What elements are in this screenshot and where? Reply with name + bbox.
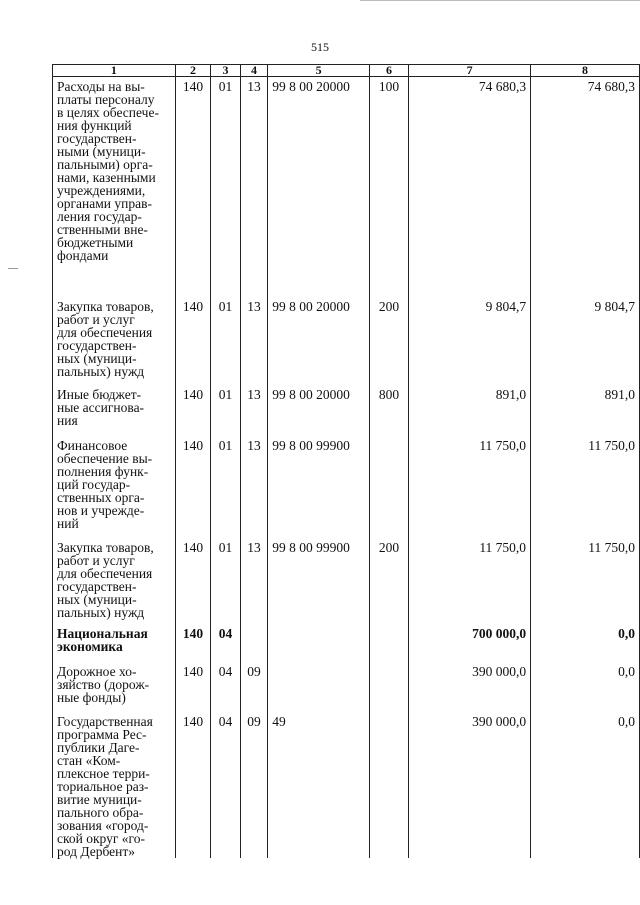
table-cell-c7: 390 000,0 <box>409 662 531 712</box>
table-cell-c4 <box>240 624 268 662</box>
table-cell-c2: 140 <box>175 712 211 858</box>
table-cell-c4: 13 <box>240 436 268 538</box>
table-cell-c5: 99 8 00 99900 <box>268 538 370 624</box>
table-cell-c4: 13 <box>240 77 268 297</box>
table-cell-c6: 100 <box>369 77 408 297</box>
table-cell-c7: 390 000,0 <box>409 712 531 858</box>
table-cell-c3: 01 <box>211 436 240 538</box>
table-cell-c8: 891,0 <box>531 385 640 436</box>
scan-edge-line <box>360 0 640 1</box>
table-cell-c6: 200 <box>369 538 408 624</box>
table-cell-c2: 140 <box>175 624 211 662</box>
table-cell-c3: 04 <box>211 662 240 712</box>
table-cell-c6 <box>369 436 408 538</box>
table-row <box>53 712 640 858</box>
table-cell-c5: 49 <box>268 712 370 858</box>
column-header: 7 <box>409 65 531 77</box>
column-header: 6 <box>369 65 408 77</box>
table-cell-c6 <box>369 712 408 858</box>
table-row <box>53 77 640 297</box>
table-cell-c6 <box>369 624 408 662</box>
table-cell-c4: 13 <box>240 297 268 385</box>
table-cell-c2: 140 <box>175 538 211 624</box>
row-label-cell: Расходы на вы- платы персоналу в целях обеспече- ния функций государствен- ными (муници- пальными) орга- нами, казенными учреждениями, органами управ- ления государ- ственными вне- бюджетными фондами <box>53 77 176 297</box>
budget-table <box>52 64 640 858</box>
row-label-cell: Закупка товаров, работ и услуг для обеспечения государствен- ных (муници- пальных) нужд <box>53 538 176 624</box>
page-number: 515 <box>311 40 329 54</box>
table-cell-c3: 01 <box>211 385 240 436</box>
table-cell-c6: 800 <box>369 385 408 436</box>
table-cell-c8: 0,0 <box>531 712 640 858</box>
table-cell-c2: 140 <box>175 385 211 436</box>
table-cell-c4: 13 <box>240 538 268 624</box>
table-row <box>53 538 640 624</box>
table-cell-c3: 01 <box>211 77 240 297</box>
table-cell-c7: 9 804,7 <box>409 297 531 385</box>
table-cell-c4: 09 <box>240 662 268 712</box>
table-cell-c4: 13 <box>240 385 268 436</box>
column-header: 1 <box>53 65 176 77</box>
table-cell-c6 <box>369 662 408 712</box>
table-cell-c7: 11 750,0 <box>409 436 531 538</box>
row-label-cell: Государственная программа Рес- публики Даге- стан «Ком- плексное терри- ториальное раз- витие муници- пального обра- зования «город- ской округ «го- род Дербент» <box>53 712 176 858</box>
header-row <box>53 65 640 77</box>
table-cell-c3: 01 <box>211 538 240 624</box>
table-row <box>53 297 640 385</box>
table-cell-c8: 0,0 <box>531 624 640 662</box>
table-cell-c7: 11 750,0 <box>409 538 531 624</box>
table-row <box>53 662 640 712</box>
row-label-cell: Финансовое обеспечение вы- полнения функ- ций государ- ственных орга- нов и учрежде- ний <box>53 436 176 538</box>
table-cell-c2: 140 <box>175 662 211 712</box>
table-cell-c3: 01 <box>211 297 240 385</box>
table-cell-c3: 04 <box>211 712 240 858</box>
table-body <box>53 77 640 858</box>
table-cell-c7: 891,0 <box>409 385 531 436</box>
table-cell-c7: 700 000,0 <box>409 624 531 662</box>
column-header: 4 <box>240 65 268 77</box>
table-cell-c6: 200 <box>369 297 408 385</box>
table-cell-c5: 99 8 00 20000 <box>268 77 370 297</box>
table-cell-c7: 74 680,3 <box>409 77 531 297</box>
table-cell-c2: 140 <box>175 77 211 297</box>
table-row <box>53 385 640 436</box>
table-cell-c8: 0,0 <box>531 662 640 712</box>
margin-mark <box>8 268 18 269</box>
table-cell-c2: 140 <box>175 297 211 385</box>
row-label-cell: Закупка товаров, работ и услуг для обеспечения государствен- ных (муници- пальных) нужд <box>53 297 176 385</box>
table-cell-c2: 140 <box>175 436 211 538</box>
table-cell-c8: 74 680,3 <box>531 77 640 297</box>
table-cell-c5 <box>268 624 370 662</box>
table-cell-c8: 11 750,0 <box>531 436 640 538</box>
column-header: 5 <box>268 65 370 77</box>
column-header: 3 <box>211 65 240 77</box>
table-cell-c8: 11 750,0 <box>531 538 640 624</box>
table-row <box>53 624 640 662</box>
row-label-cell: Иные бюджет- ные ассигнова- ния <box>53 385 176 436</box>
row-label-cell: Национальная экономика <box>53 624 176 662</box>
table-cell-c5: 99 8 00 20000 <box>268 297 370 385</box>
table-cell-c5: 99 8 00 20000 <box>268 385 370 436</box>
table-row <box>53 436 640 538</box>
table-cell-c4: 09 <box>240 712 268 858</box>
column-header: 2 <box>175 65 211 77</box>
row-label-cell: Дорожное хо- зяйство (дорож- ные фонды) <box>53 662 176 712</box>
table-cell-c8: 9 804,7 <box>531 297 640 385</box>
column-header: 8 <box>531 65 640 77</box>
table-cell-c3: 04 <box>211 624 240 662</box>
table-cell-c5: 99 8 00 99900 <box>268 436 370 538</box>
table-cell-c5 <box>268 662 370 712</box>
